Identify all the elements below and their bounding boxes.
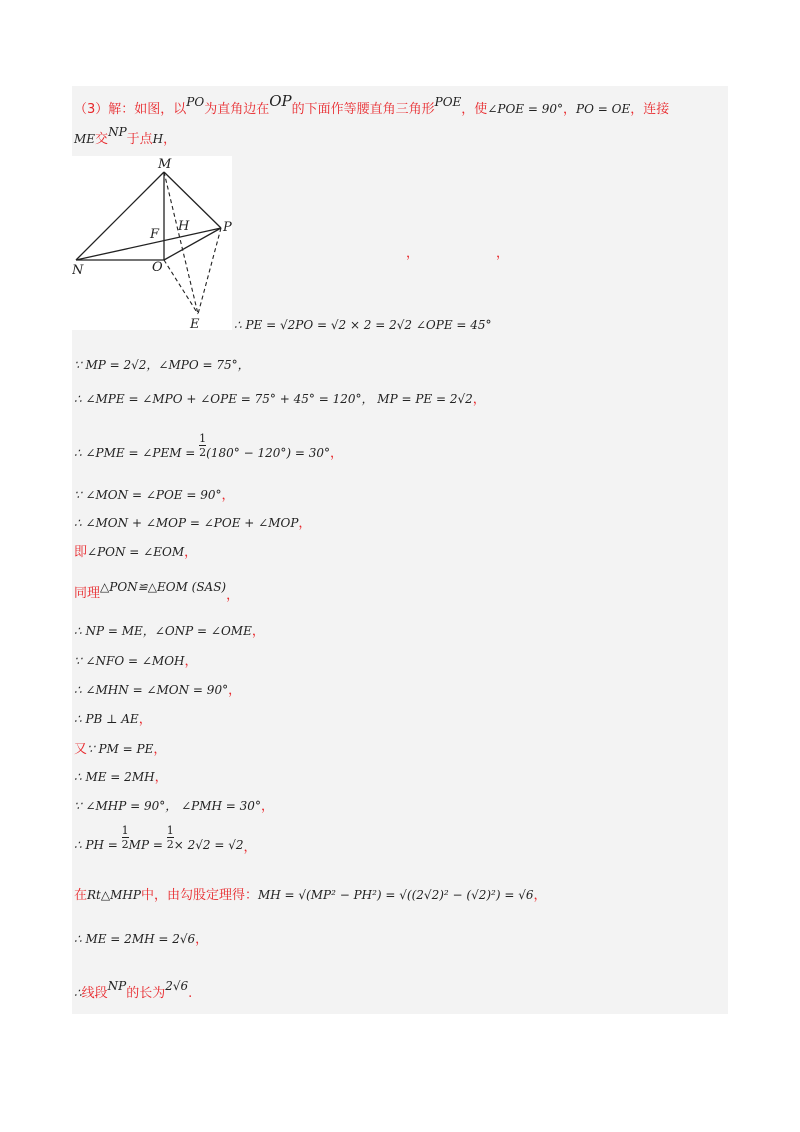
label-h: H [178, 219, 190, 234]
step-16-fraction-1 [122, 824, 129, 851]
segment-mn [76, 172, 164, 260]
step-4-comma: ， [329, 446, 343, 461]
step-12 [74, 708, 152, 727]
intro-line-2 [74, 125, 177, 147]
step-16-denominator-2: 2 [166, 838, 174, 851]
intro-math-eq: PO = OE [576, 102, 631, 116]
step-9-comma: ， [251, 624, 265, 639]
label-m: M [158, 157, 172, 172]
step-3 [74, 388, 486, 407]
step-12-comma: ， [138, 712, 152, 727]
step-4-lhs: ∴ ∠PME = ∠PEM = [74, 446, 200, 460]
step-19-word-1: 线段 [81, 986, 108, 1001]
intro-text-7: 交 [95, 132, 109, 147]
step-16-numerator-1: 1 [121, 824, 129, 837]
step-4 [74, 432, 343, 466]
step-3-comma: ， [472, 392, 486, 407]
segment-pe-dashed [198, 228, 221, 314]
step-19 [74, 979, 193, 1001]
step-17-rt: Rt△MHP [87, 888, 141, 902]
step-15-math-b: ， ∠PMH = 30° [165, 799, 261, 813]
step-17-word: 在 [74, 888, 88, 903]
step-3-math: ∴ ∠MPE = ∠MPO + ∠OPE = 75° + 45° = 120° [74, 392, 362, 406]
step-10 [74, 650, 198, 669]
step-16-denominator-1: 2 [121, 838, 129, 851]
step-17 [74, 884, 547, 903]
step-18-comma: ， [195, 932, 209, 947]
step-14 [74, 766, 168, 785]
step-6-math: ∴ ∠MON + ∠MOP = ∠POE + ∠MOP [74, 516, 299, 530]
step-16-comma: ， [243, 840, 257, 855]
step-5-comma: ， [221, 488, 235, 503]
step-17-comma: ， [533, 888, 547, 903]
step-19-period: . [188, 986, 193, 1001]
step-7-word: 即 [74, 545, 88, 560]
step-12-math: ∴ PB ⊥ AE [74, 712, 139, 726]
step-16-lhs: ∴ PH = [74, 838, 122, 852]
label-e: E [190, 317, 200, 330]
step-19-word-2: 的长为 [126, 986, 166, 1001]
intro-math-po: PO [186, 95, 205, 109]
step-15 [74, 795, 274, 814]
label-p: P [223, 220, 232, 235]
step-6 [74, 512, 311, 531]
step-7 [74, 541, 197, 560]
step-9-math-b: ，∠ONP = ∠OME [142, 624, 252, 638]
step-2-math: ∵ MP = 2√2 [74, 358, 147, 372]
label-n: N [72, 263, 84, 278]
segment-mp [164, 172, 221, 228]
intro-math-angle: ∠POE = 90° [487, 102, 563, 116]
step-1: ∴ PE = √2PO = √2 × 2 = 2√2 ∠OPE = 45° [234, 318, 492, 332]
step-8-word: 同理 [74, 586, 101, 601]
step-19-answer: 2√6 [165, 979, 189, 993]
intro-math-me: ME [74, 132, 96, 146]
step-13-math: ∵ PM = PE [87, 742, 154, 756]
step-8-comma: ， [226, 588, 240, 603]
step-11 [74, 679, 241, 698]
intro-text-4: ，使 [461, 102, 488, 117]
intro-text-3: 的下面作等腰直角三角形 [291, 102, 435, 117]
step-13-comma: ， [153, 742, 167, 757]
step-11-math: ∴ ∠MHN = ∠MON = 90° [74, 683, 229, 697]
step-2-math-b: ，∠MPO = 75°， [146, 358, 250, 372]
step-4-numerator: 1 [199, 432, 207, 445]
intro-text-2: 为直角边在 [204, 102, 270, 117]
step-11-comma: ， [228, 683, 242, 698]
geometry-diagram [72, 156, 232, 330]
step-8 [74, 576, 240, 603]
intro-line [74, 92, 670, 117]
step-7-math: ∠PON = ∠EOM [87, 545, 185, 559]
segment-op [164, 228, 221, 260]
step-4-denominator: 2 [199, 446, 207, 459]
step-19-therefore: ∴ [74, 986, 82, 1000]
label-o: O [152, 260, 163, 275]
intro-math-poe: POE [434, 95, 462, 109]
intro-text-1: （3）解：如图，以 [74, 102, 187, 117]
step-18 [74, 928, 208, 947]
intro-text-9: ， [163, 132, 177, 147]
step-16-rhs: × 2√2 = √2 [173, 838, 244, 852]
step-9 [74, 620, 265, 639]
step-15-math: ∵ ∠MHP = 90° [74, 799, 166, 813]
intro-text-5: ， [563, 102, 577, 117]
step-13 [74, 738, 166, 757]
step-3-math-b: ， MP = PE = 2√2 [361, 392, 473, 406]
step-10-math: ∵ ∠NFO = ∠MOH [74, 654, 185, 668]
step-8-math: △PON≌△EOM (SAS) [100, 580, 227, 594]
step-13-word: 又 [74, 742, 88, 757]
label-f: F [150, 227, 160, 242]
segment-oe-dashed [164, 260, 198, 314]
step-17-math: MH = √(MP² − PH²) = √((2√2)² − (√2)²) = √6 [257, 888, 534, 902]
step-15-comma: ， [260, 799, 274, 814]
step-19-np: NP [107, 979, 127, 993]
stray-comma-2: ， [496, 246, 510, 261]
step-16-numerator-2: 1 [166, 824, 174, 837]
step-10-comma: ， [184, 654, 198, 669]
step-5 [74, 484, 235, 503]
step-6-comma: ， [298, 516, 312, 531]
geometry-figure [72, 156, 232, 330]
step-4-rhs: (180° − 120°) = 30° [206, 446, 330, 460]
step-16-mid: MP = [128, 838, 167, 852]
step-9-math: ∴ NP = ME [74, 624, 143, 638]
step-18-math: ∴ ME = 2MH = 2√6 [74, 932, 196, 946]
step-16-fraction-2 [167, 824, 174, 851]
intro-math-op: OP [269, 92, 292, 110]
step-14-comma: ， [154, 770, 168, 785]
intro-math-np: NP [108, 125, 127, 139]
step-5-math: ∵ ∠MON = ∠POE = 90° [74, 488, 222, 502]
step-16 [74, 824, 256, 858]
stray-comma-1: ， [406, 246, 420, 261]
intro-text-8: 于点 [126, 132, 153, 147]
segment-me-dashed [164, 172, 198, 314]
step-2 [74, 356, 250, 373]
step-17-text: 中，由勾股定理得： [140, 888, 258, 903]
intro-math-h: H [152, 132, 164, 146]
step-7-comma: ， [184, 545, 198, 560]
step-14-math: ∴ ME = 2MH [74, 770, 155, 784]
segment-np [76, 228, 221, 260]
intro-text-6: ，连接 [630, 102, 670, 117]
